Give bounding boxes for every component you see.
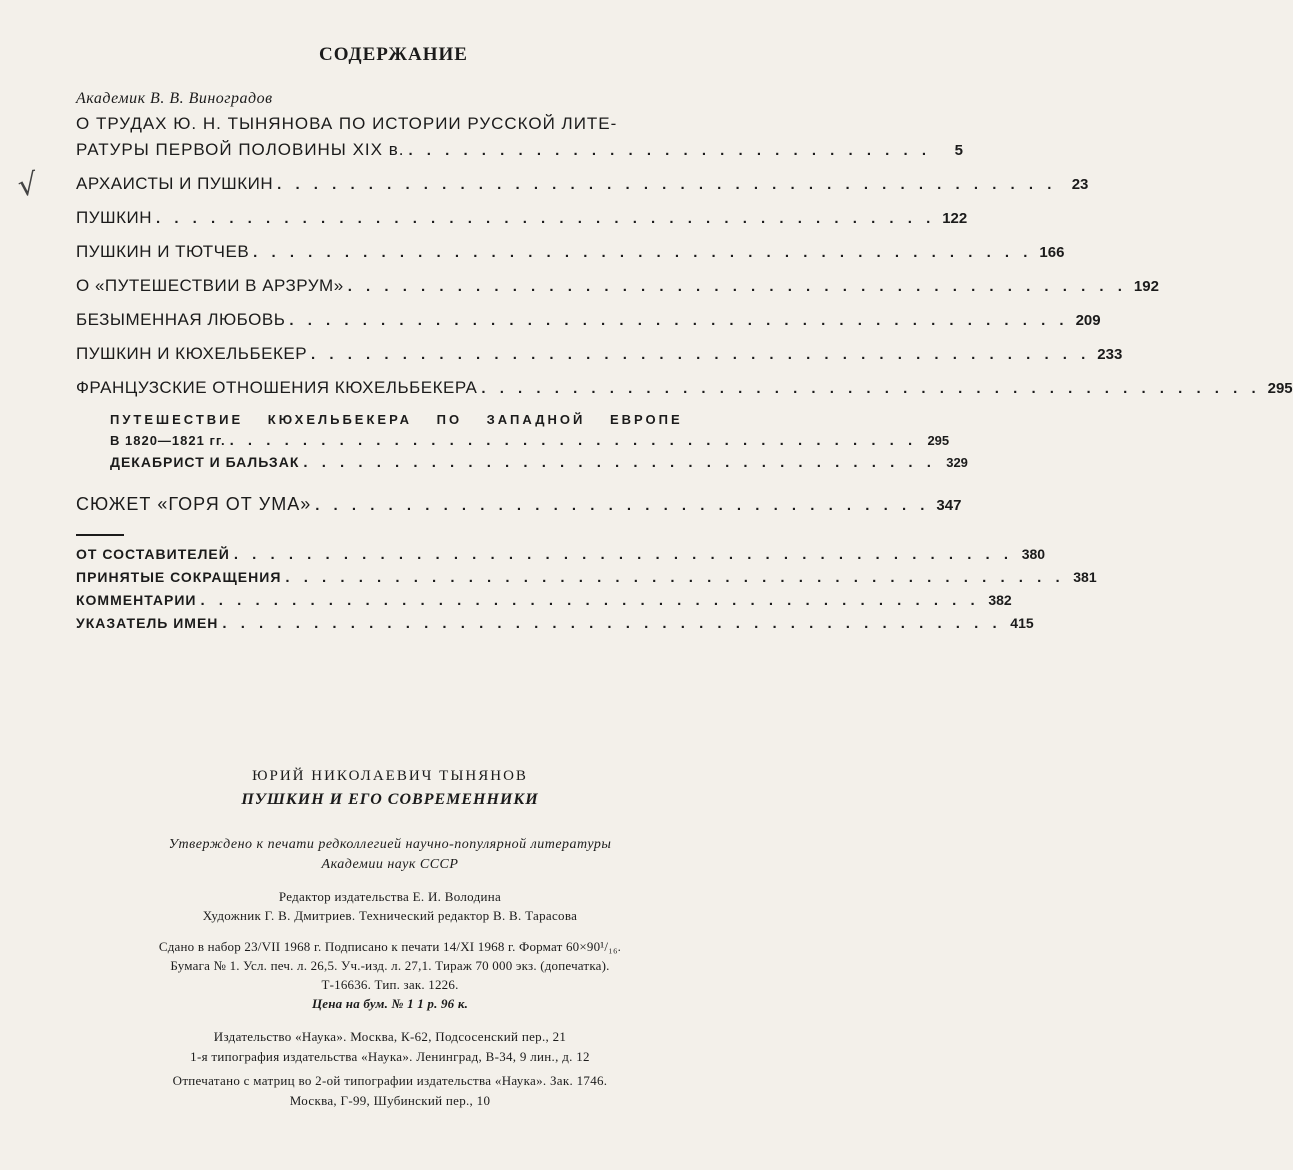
artist-line: Художник Г. В. Дмитриев. Технический редактор В. В. Тарасова [202,908,578,923]
toc-entry-label: ПУШКИН И КЮХЕЛЬБЕКЕР [76,344,308,363]
toc-entry-page: 382 [988,592,1012,608]
leader-dots: . . . . . . . . . . . . . . . . . . . . . . . . . . . . . . . . . . . . . . [229,432,918,449]
toc-entry-label: ПРИНЯТЫЕ СОКРАЩЕНИЯ [76,569,282,585]
toc-entry[interactable] [76,310,1101,344]
toc-entry[interactable] [76,174,1089,208]
toc-entry-label: СЮЖЕТ «ГОРЯ ОТ УМА» [76,494,312,514]
toc-entry-label: БЕЗЫМЕННАЯ ЛЮБОВЬ [76,310,286,329]
toc-entry-page: 209 [1075,312,1101,329]
toc-entry[interactable] [76,378,1293,412]
publisher-line: Отпечатано с матриц во 2-ой типографии издательства «Наука». Зак. 1746. [172,1073,608,1088]
leader-dots: . . . . . . . . . . . . . . . . . . . . . . . . . . . . . . . . . . . [303,454,936,471]
toc-minor-entry[interactable] [76,569,1097,592]
price-line: Цена на бум. № 1 1 р. 96 к. [311,996,469,1011]
leader-dots: . . . . . . . . . . . . . . . . . . . . . . . . . . . . . . . . . . . . . . . . . . . [289,312,1069,329]
leader-dots: . . . . . . . . . . . . . . . . . . . . . . . . . . . . . . . . . . . . . . . . . . . [253,244,1033,261]
imprint-publisher [60,1027,720,1111]
table-of-contents [76,90,1293,638]
toc-entry-page: 233 [1097,346,1123,363]
toc-entry-page: 23 [1071,176,1089,193]
toc-entry-label: ПУШКИН И ТЮТЧЕВ [76,242,250,261]
leader-dots: . . . . . . . . . . . . . . . . . . . . . . . . . . . . . . . . . . . . . . . . . . . [200,592,980,609]
publisher-line: 1-я типография издательства «Наука». Ленинград, В-34, 9 лин., д. 12 [190,1049,590,1064]
imprint-approval [60,835,720,875]
leader-dots: . . . . . . . . . . . . . . . . . . . . . . . . . . . . . . . . . . . . . . . . . . . [222,615,1002,632]
toc-entry-label: УКАЗАТЕЛЬ ИМЕН [76,615,219,631]
toc-entry-first[interactable] [76,140,964,174]
toc-entry-label: КОММЕНТАРИИ [76,592,197,608]
approval-line: Утверждено к печати редколлегией научно-популярной литературы [168,837,612,852]
publisher-line: Издательство «Наука». Москва, К-62, Подсосенский пер., 21 [213,1029,567,1044]
leader-dots: . . . . . . . . . . . . . . . . . . . . . . . . . . . . . . . . . . . . . . . . . . . [347,278,1127,295]
toc-minor-entry[interactable] [76,592,1012,615]
leader-dots: . . . . . . . . . . . . . . . . . . . . . . . . . . . . . . . . . . . . . . . . . . . [233,546,1014,563]
leader-dots: . . . . . . . . . . . . . . . . . . . . . . . . . . . . . . . . . . . . . . . . . . . [285,569,1065,586]
toc-sub-entry-1[interactable] [76,432,950,454]
toc-entry-page: 380 [1021,546,1046,562]
leader-dots: . . . . . . . . . . . . . . . . . . . . . . . . . . . . . [408,142,932,159]
leader-dots: . . . . . . . . . . . . . . . . . . . . . . . . . . . . . . . . . . . . . . . . . . . [156,210,936,227]
toc-entry-page: 381 [1073,569,1097,585]
toc-entry-page: 329 [946,455,968,470]
leader-dots: . . . . . . . . . . . . . . . . . . . . . . . . . . . . . . . . . . [315,497,930,514]
pencil-check-mark: √ [15,166,40,205]
imprint-author: ЮРИЙ НИКОЛАЕВИЧ ТЫНЯНОВ [252,768,528,784]
toc-entry-label: О «ПУТЕШЕСТВИИ В АРЗРУМ» [76,276,344,295]
toc-entry-page: 192 [1133,278,1159,295]
toc-entry-first-line1: О ТРУДАХ Ю. Н. ТЫНЯНОВА ПО ИСТОРИИ РУССКОЙ ЛИТЕ- [76,114,618,133]
author-note: Академик В. В. Виноградов [76,90,273,107]
toc-entry[interactable] [76,208,968,242]
toc-entry-last-major[interactable] [76,494,962,528]
divider [76,534,124,536]
toc-minor-entry[interactable] [76,546,1046,569]
approval-line: Академии наук СССР [321,857,459,872]
toc-entry-page: 347 [936,497,962,514]
imprint-title: ПУШКИН И ЕГО СОВРЕМЕННИКИ [241,791,539,808]
toc-entry-label: ДЕКАБРИСТ И БАЛЬЗАК [110,454,300,470]
publisher-line: Москва, Г-99, Шубинский пер., 10 [289,1093,491,1108]
toc-entry-page: 166 [1039,244,1065,261]
toc-sub-entry-2[interactable] [76,454,968,494]
leader-dots: . . . . . . . . . . . . . . . . . . . . . . . . . . . . . . . . . . . . . . . . . . . [311,346,1091,363]
editor-line: Редактор издательства Е. И. Володина [278,889,502,904]
print-line: Сдано в набор 23/VII 1968 г. Подписано к печати 14/XI 1968 г. Формат 60×90¹/₁₆. [158,939,622,954]
imprint [60,768,720,1111]
print-line: Бумага № 1. Усл. печ. л. 26,5. Уч.-изд. л. 27,1. Тираж 70 000 экз. (допечатка). [170,958,610,973]
toc-entry-page: 122 [942,210,968,227]
toc-entry-page: 295 [927,433,950,448]
toc-sub-entry-line1: ПУТЕШЕСТВИЕ КЮХЕЛЬБЕКЕРА ПО ЗАПАДНОЙ ЕВРОПЕ [110,412,683,427]
toc-minor-entry[interactable] [76,615,1034,638]
toc-entry-label: РАТУРЫ ПЕРВОЙ ПОЛОВИНЫ XIX в. [76,140,405,159]
print-line: Т-16636. Тип. зак. 1226. [321,977,459,992]
imprint-print-info [60,937,720,1013]
toc-entry-label: ФРАНЦУЗСКИЕ ОТНОШЕНИЯ КЮХЕЛЬБЕКЕРА [76,378,478,397]
toc-entry-page: 5 [954,142,964,159]
leader-dots: . . . . . . . . . . . . . . . . . . . . . . . . . . . . . . . . . . . . . . . . . . . [481,380,1261,397]
toc-entry[interactable] [76,344,1123,378]
imprint-editors [60,887,720,925]
toc-entry-label: В 1820—1821 гг. [110,433,226,448]
toc-entry-page: 415 [1010,615,1034,631]
toc-entry[interactable] [76,242,1065,276]
leader-dots: . . . . . . . . . . . . . . . . . . . . . . . . . . . . . . . . . . . . . . . . . . . [277,176,1057,193]
toc-entry-label: ОТ СОСТАВИТЕЛЕЙ [76,546,230,562]
page-title: СОДЕРЖАНИЕ [319,44,468,65]
toc-entry[interactable] [76,276,1159,310]
toc-entry-label: ПУШКИН [76,208,152,227]
toc-entry-label: АРХАИСТЫ И ПУШКИН [76,174,274,193]
toc-entry-page: 295 [1267,380,1293,397]
